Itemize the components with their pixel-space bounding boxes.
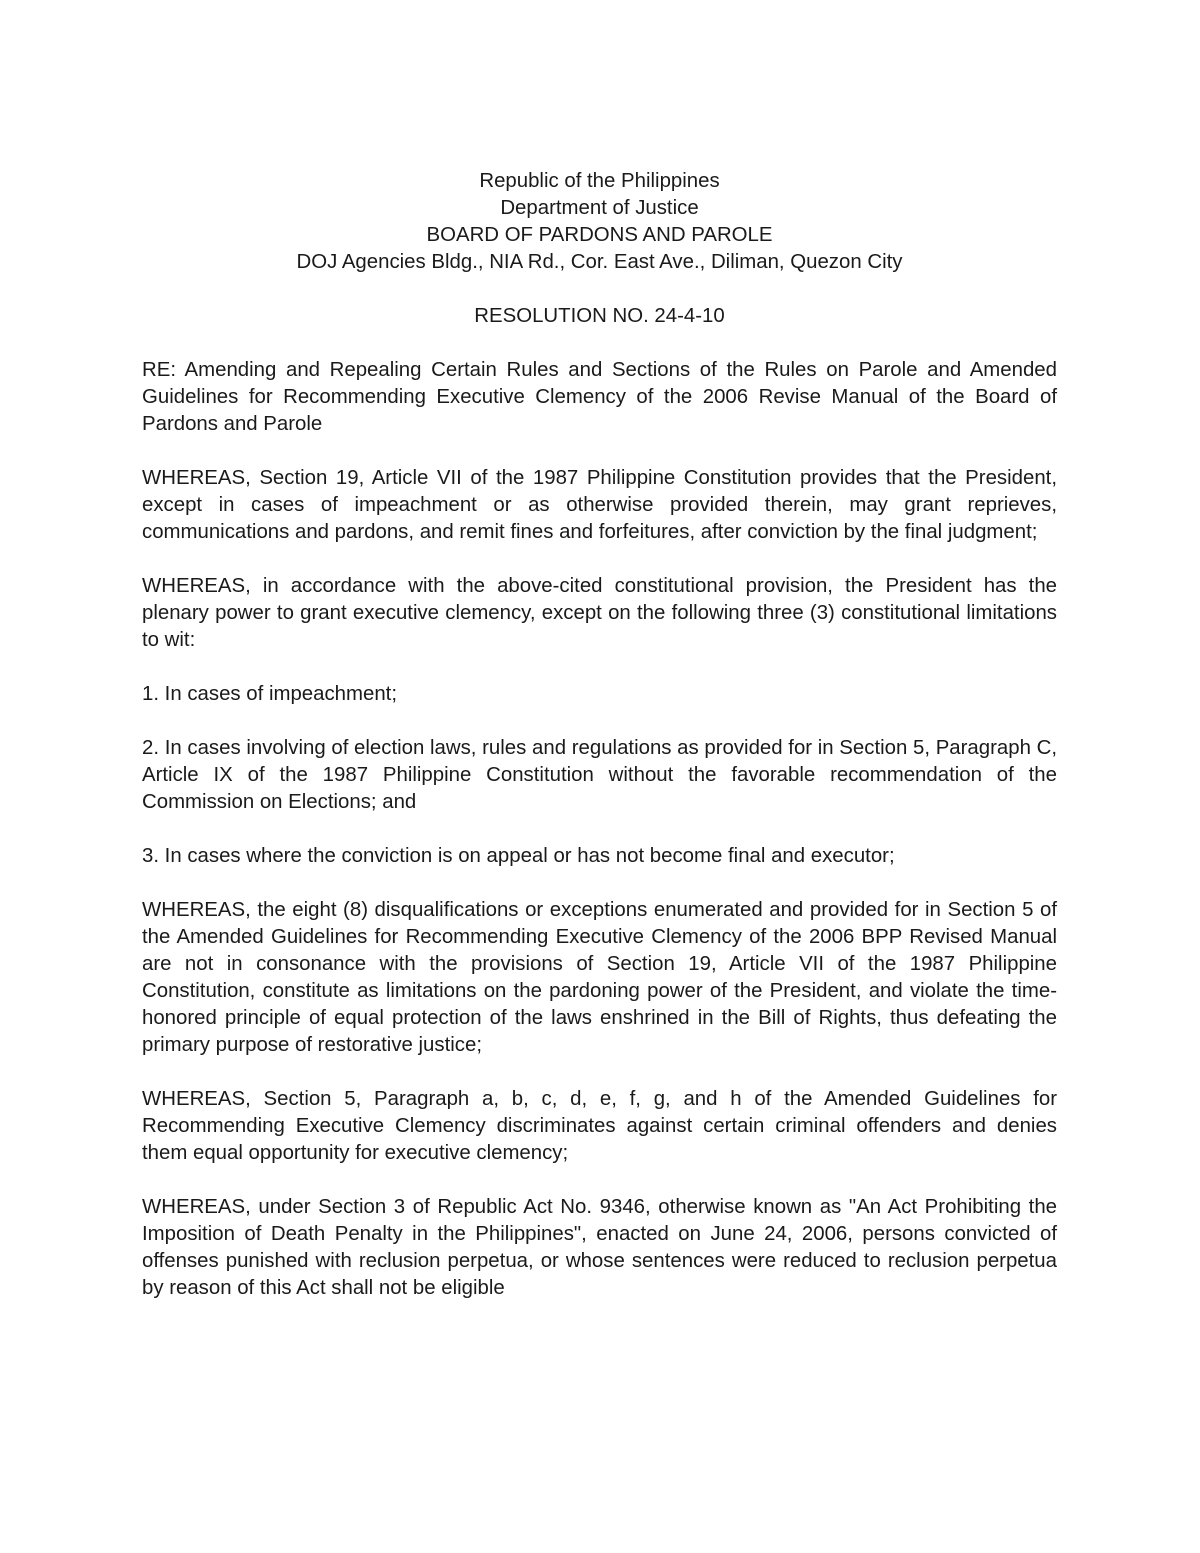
header-address: DOJ Agencies Bldg., NIA Rd., Cor. East Ave., Diliman, Quezon City [296, 251, 903, 273]
document-page [142, 168, 1057, 1302]
whereas-paragraph: WHEREAS, the eight (8) disqualifications or exceptions enumerated and provided for in Section 5 of the Amended Guidelines for Recommending Executive Clemency of the 2006 BPP Revised Manual are not in consonance with the provisions of Section 19, Article VII of the 1987 Philippine Constitution, constitute as limitations on the pardoning power of the President, and violate the time-honored principle of equal protection of the laws enshrined in the Bill of Rights, thus defeating the primary purpose of restorative justice; [142, 899, 1057, 1056]
whereas-paragraph: WHEREAS, in accordance with the above-cited constitutional provision, the President has the plenary power to grant executive clemency, except on the following three (3) constitutional limitations to wit: [142, 575, 1057, 651]
header-republic: Republic of the Philippines [479, 170, 720, 192]
whereas-paragraph: WHEREAS, Section 5, Paragraph a, b, c, d, e, f, g, and h of the Amended Guidelines for Recommending Executive Clemency discriminates against certain criminal offenders and denies them equal opportunity for executive clemency; [142, 1088, 1057, 1164]
re-subject: RE: Amending and Repealing Certain Rules and Sections of the Rules on Parole and Amended Guidelines for Recommending Executive Clemency of the 2006 Revise Manual of the Board of Pardons and Parole [142, 359, 1057, 435]
letterhead [142, 168, 1057, 276]
list-item: 3. In cases where the conviction is on appeal or has not become final and executor; [142, 845, 895, 867]
whereas-paragraph: WHEREAS, Section 19, Article VII of the 1987 Philippine Constitution provides that the President, except in cases of impeachment or as otherwise provided therein, may grant reprieves, communications and pardons, and remit fines and forfeitures, after conviction by the final judgment; [142, 467, 1057, 543]
list-item: 2. In cases involving of election laws, rules and regulations as provided for in Section 5, Paragraph C, Article IX of the 1987 Philippine Constitution without the favorable recommendation of the Commission on Elections; and [142, 737, 1057, 813]
list-item: 1. In cases of impeachment; [142, 683, 398, 705]
header-board: BOARD OF PARDONS AND PAROLE [426, 224, 773, 246]
resolution-title: RESOLUTION NO. 24-4-10 [474, 305, 725, 327]
header-department: Department of Justice [500, 197, 699, 219]
whereas-paragraph: WHEREAS, under Section 3 of Republic Act No. 9346, otherwise known as "An Act Prohibiting the Imposition of Death Penalty in the Philippines", enacted on June 24, 2006, persons convicted of offenses punished with reclusion perpetua, or whose sentences were reduced to reclusion perpetua by reason of this Act shall not be eligible [142, 1196, 1057, 1299]
